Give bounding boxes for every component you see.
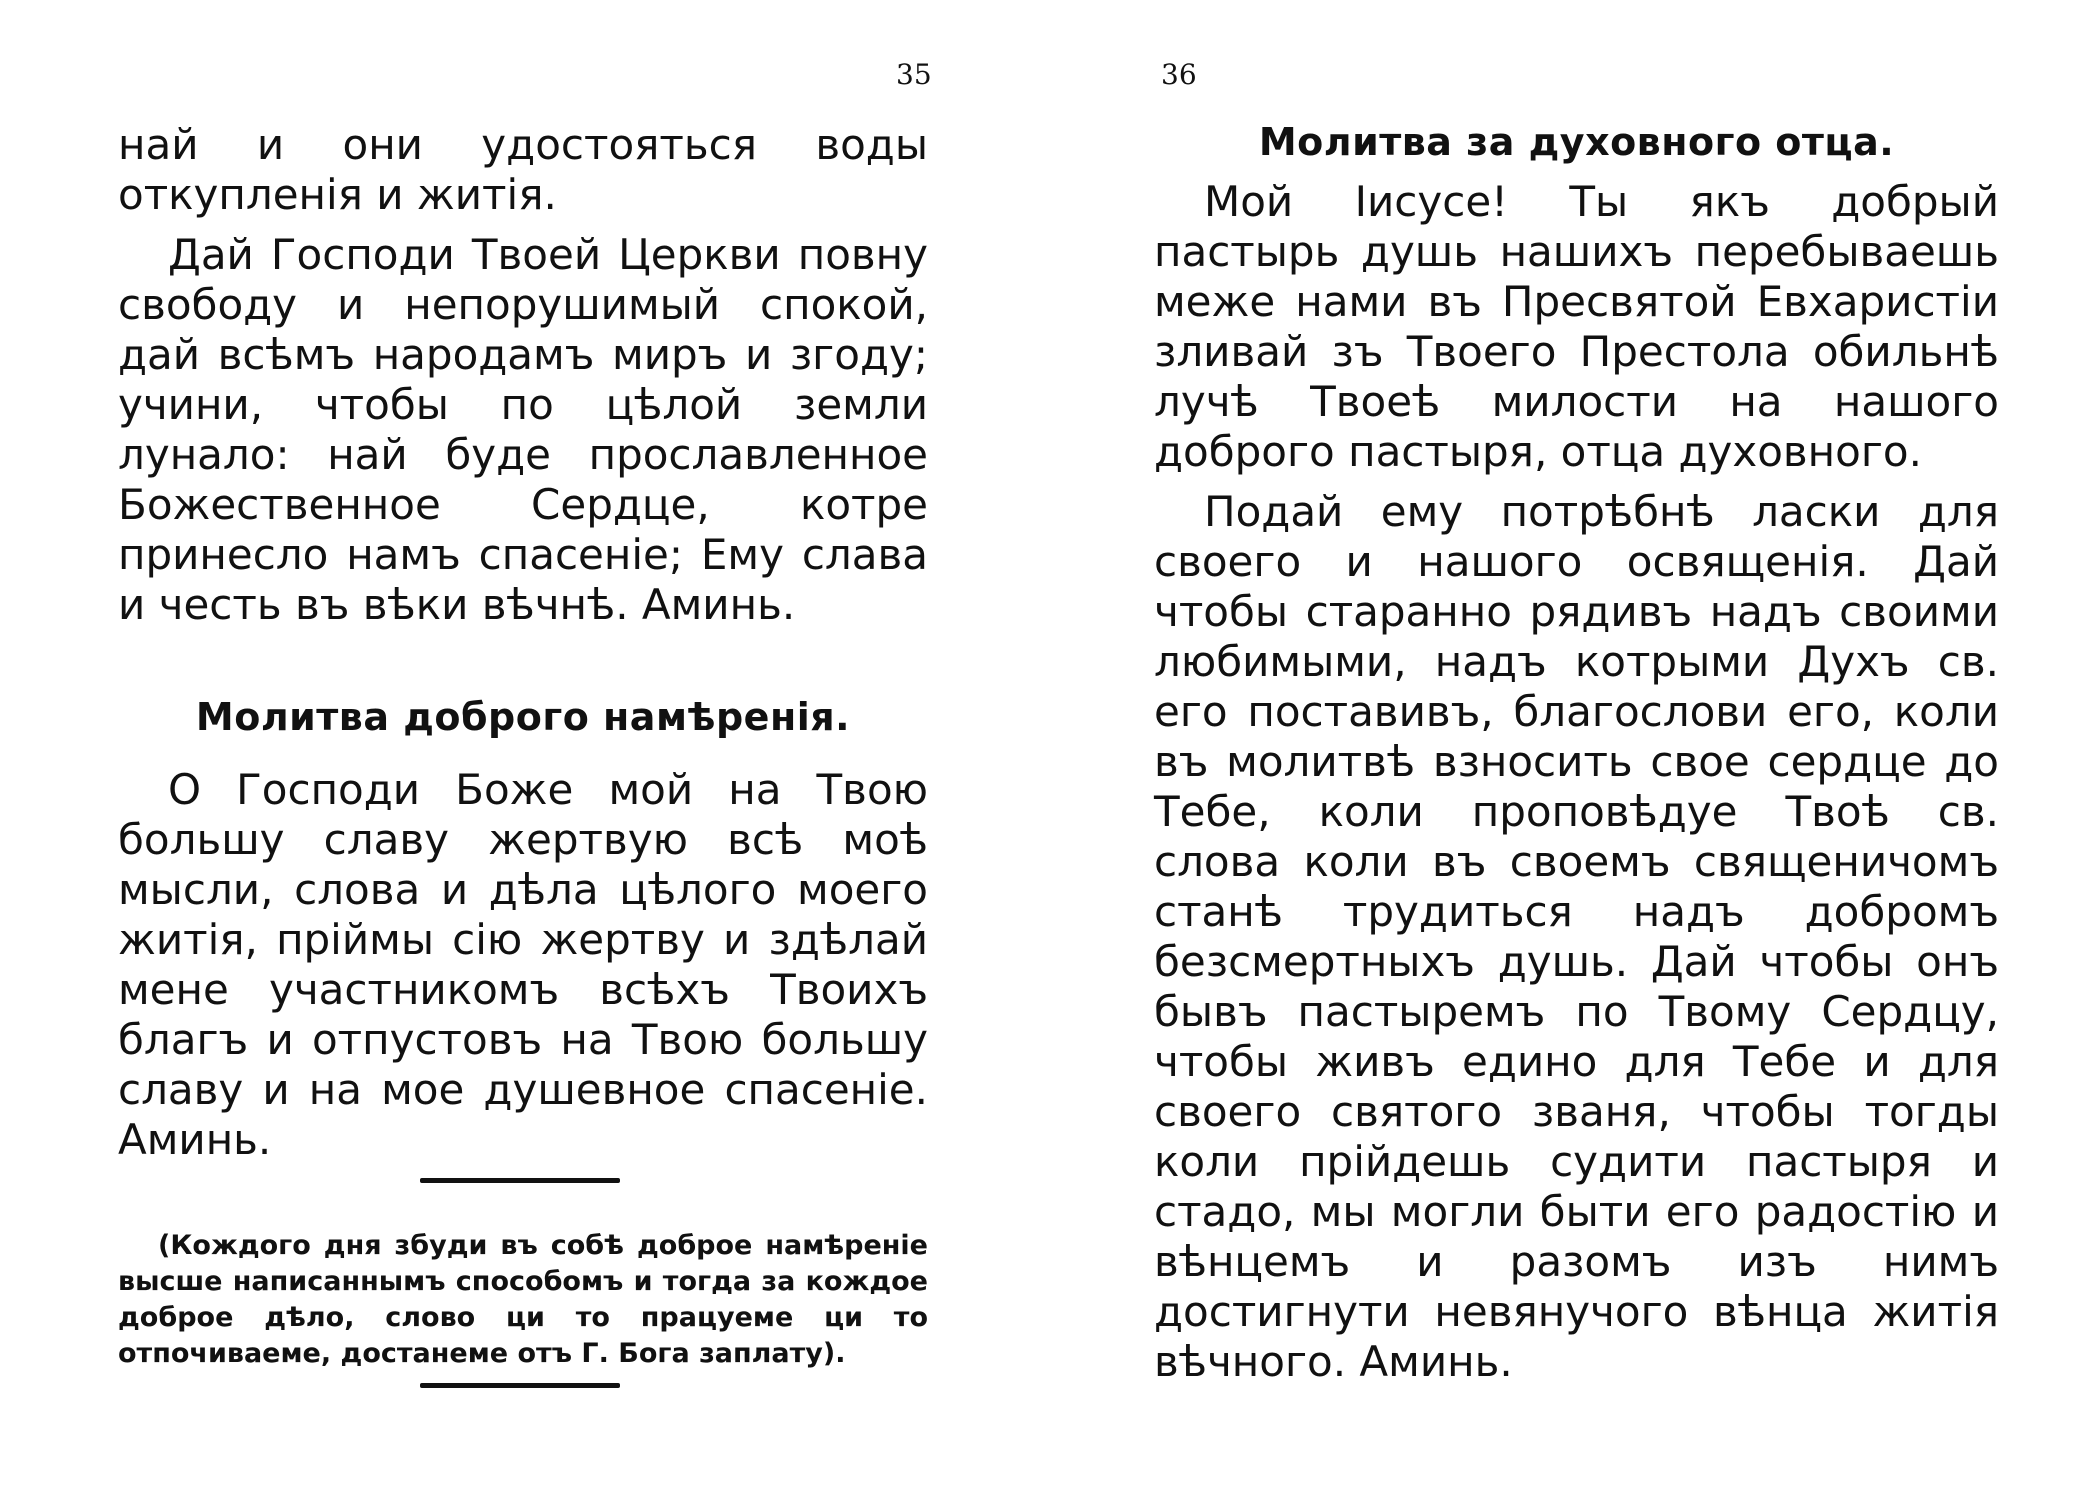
page-number-right: 36: [1161, 58, 1197, 91]
divider-rule-bottom: [420, 1383, 620, 1388]
spiritual-father-paragraph-2: Подай ему потрѣбнѣ ласки для своего и нашого освященія. Дай чтобы старанно рядивъ надъ своими любимыми, надъ котрыми Духъ св. его поставивъ, благослови его, коли въ молитвѣ взносить свое сердце до Тебе, коли проповѣдуе Твоѣ св. слова коли въ своемъ священичомъ станѣ трудиться надъ добромъ безсмертныхъ душь. Дай чтобы онъ бывъ пастыремъ по Твому Сердцу, чтобы живъ едино для Тебе и для своего святого званя, чтобы тогды коли прійдешь судити пастыря и стадо, мы могли быти его радостію и вѣнцемъ и разомъ изъ нимъ достигнути невянучого вѣнца житія вѣчного. Аминь.: [1154, 487, 1999, 1386]
left-text-top: [118, 120, 928, 630]
church-prayer-paragraph: Дай Господи Твоей Церкви повну свободу и непорушимый спокой, дай всѣмъ народамъ миръ и згоду; учини, чтобы по цѣлой земли лунало: най буде прославленное Божественное Сердце, котре принесло намъ спасеніе; Ему слава и честь въ вѣки вѣчнѣ. Аминь.: [118, 230, 928, 629]
spiritual-father-paragraph-1: Мой Іисусе! Ты якъ добрый пастырь душь нашихъ перебываешь меже нами въ Пресвятой Евхаристіи зливай зъ Твоего Престола обильнѣ лучѣ Твоеѣ милости на нашого доброго пастыря, отца духовного.: [1154, 177, 1999, 476]
footnote: [118, 1228, 928, 1372]
right-page: [1039, 0, 2078, 1500]
page-number-left: 35: [896, 58, 932, 91]
heading-good-intention: Молитва доброго намѣренія.: [195, 695, 851, 739]
left-text-prayer: [118, 765, 928, 1165]
right-text: [1154, 177, 1999, 1387]
heading-spiritual-father: Молитва за духовного отца.: [1258, 120, 1895, 164]
footnote-text: (Кождого дня збуди въ собѣ доброе намѣреніе высше написаннымъ способомъ и тогда за кождое доброе дѣло, слово ци то працуеме ци то отпочиваеме, достанеме отъ Г. Бога заплату).: [118, 1230, 928, 1369]
continuation-paragraph: най и они удостояться воды откупленія и житія.: [118, 120, 928, 219]
divider-rule-top: [420, 1178, 620, 1183]
good-intention-prayer: О Господи Боже мой на Твою большу славу жертвую всѣ моѣ мысли, слова и дѣла цѣлого моего житія, пріймы сію жертву и здѣлай мене участникомъ всѣхъ Твоихъ благъ и отпустовъ на Твою большу славу и на мое душевное спасеніе. Аминь.: [118, 765, 928, 1164]
